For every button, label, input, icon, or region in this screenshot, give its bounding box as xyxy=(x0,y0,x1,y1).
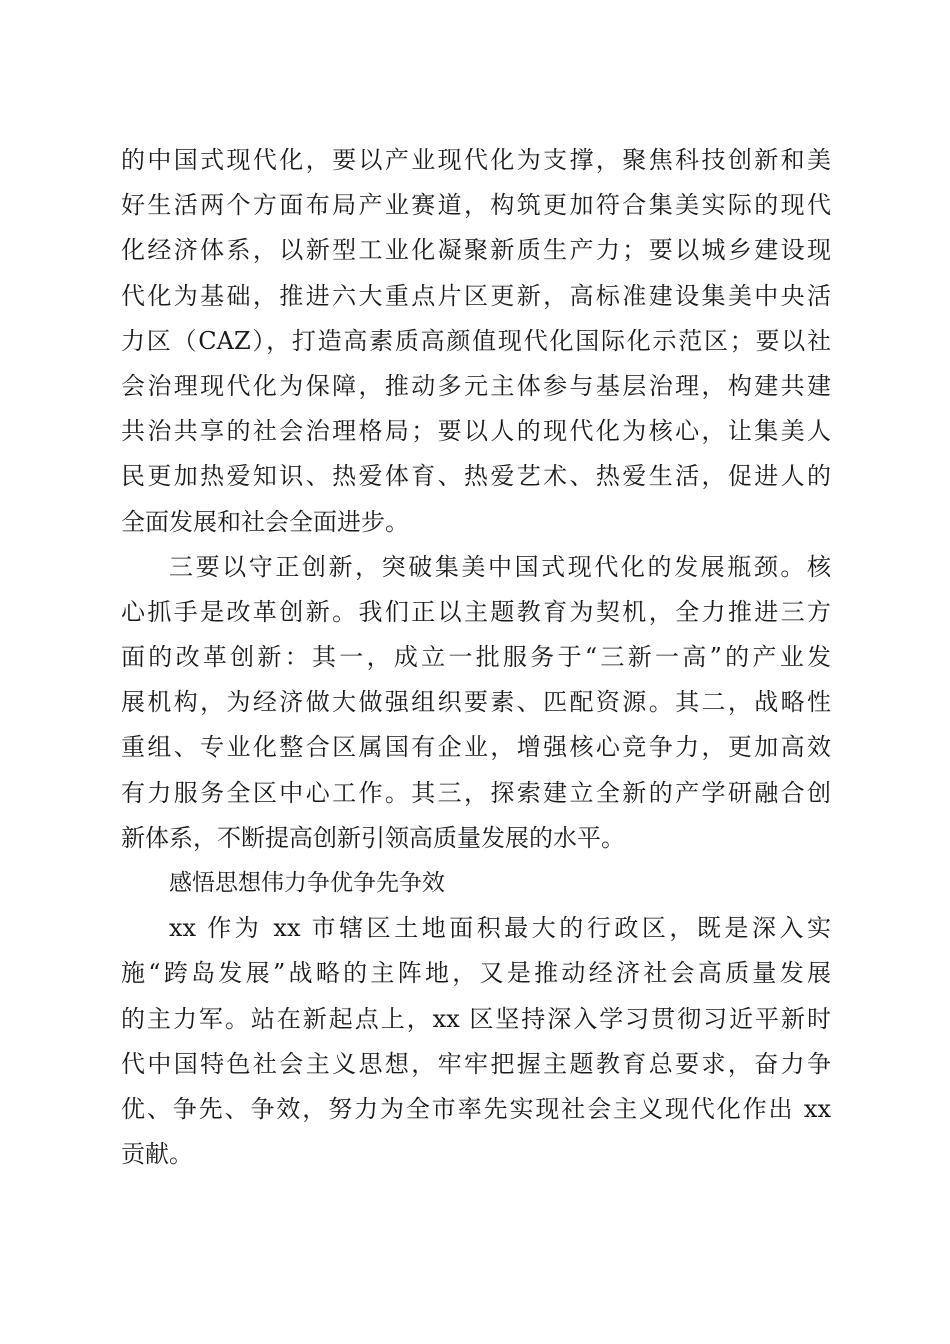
paragraph-line: 心抓手是改革创新。我们正以主题教育为契机，全力推进三方 xyxy=(121,597,831,626)
paragraph-line: 力区（CAZ），打造高素质高颜值现代化国际化示范区；要以社 xyxy=(121,326,831,355)
paragraph-line: 代中国特色社会主义思想，牢牢把握主题教育总要求，奋力争 xyxy=(121,1049,831,1078)
paragraph-line: 有力服务全区中心工作。其三，探索建立全新的产学研融合创 xyxy=(121,778,831,807)
paragraph-line: 重组、专业化整合区属国有企业，增强核心竞争力，更加高效 xyxy=(121,733,831,762)
paragraph-line: 民更加热爱知识、热爱体育、热爱艺术、热爱生活，促进人的 xyxy=(121,462,831,491)
paragraph-line: 优、争先、争效，努力为全市率先实现社会主义现代化作出 xx xyxy=(121,1094,831,1123)
document-body xyxy=(121,138,831,1177)
paragraph-line: 代化为基础，推进六大重点片区更新，高标准建设集美中央活 xyxy=(121,281,831,310)
paragraph-line: 化经济体系，以新型工业化凝聚新质生产力；要以城乡建设现 xyxy=(121,236,831,265)
paragraph-line: 展机构，为经济做大做强组织要素、匹配资源。其二，战略性 xyxy=(121,688,831,717)
paragraph-line: 共治共享的社会治理格局；要以人的现代化为核心，让集美人 xyxy=(121,417,831,446)
paragraph-line: 的主力军。站在新起点上，xx 区坚持深入学习贯彻习近平新时 xyxy=(121,1004,831,1033)
paragraph-line: xx 作为 xx 市辖区土地面积最大的行政区，既是深入实 xyxy=(169,914,831,943)
paragraph-line: 面的改革创新：其一，成立一批服务于“三新一高”的产业发 xyxy=(121,643,831,672)
paragraph-line: 三要以守正创新，突破集美中国式现代化的发展瓶颈。核 xyxy=(169,552,831,581)
paragraph-line: 贡献。 xyxy=(121,1140,193,1169)
paragraph-line: 好生活两个方面布局产业赛道，构筑更加符合集美实际的现代 xyxy=(121,191,831,220)
section-heading: 感悟思想伟力争优争先争效 xyxy=(169,870,445,896)
paragraph-line: 会治理现代化为保障，推动多元主体参与基层治理，构建共建 xyxy=(121,371,831,400)
paragraph-line: 施“跨岛发展”战略的主阵地，又是推动经济社会高质量发展 xyxy=(121,959,831,988)
paragraph-line: 全面发展和社会全面进步。 xyxy=(121,507,409,536)
paragraph-line: 的中国式现代化，要以产业现代化为支撑，聚焦科技创新和美 xyxy=(121,146,831,174)
paragraph-line: 新体系，不断提高创新引领高质量发展的水平。 xyxy=(121,823,625,852)
